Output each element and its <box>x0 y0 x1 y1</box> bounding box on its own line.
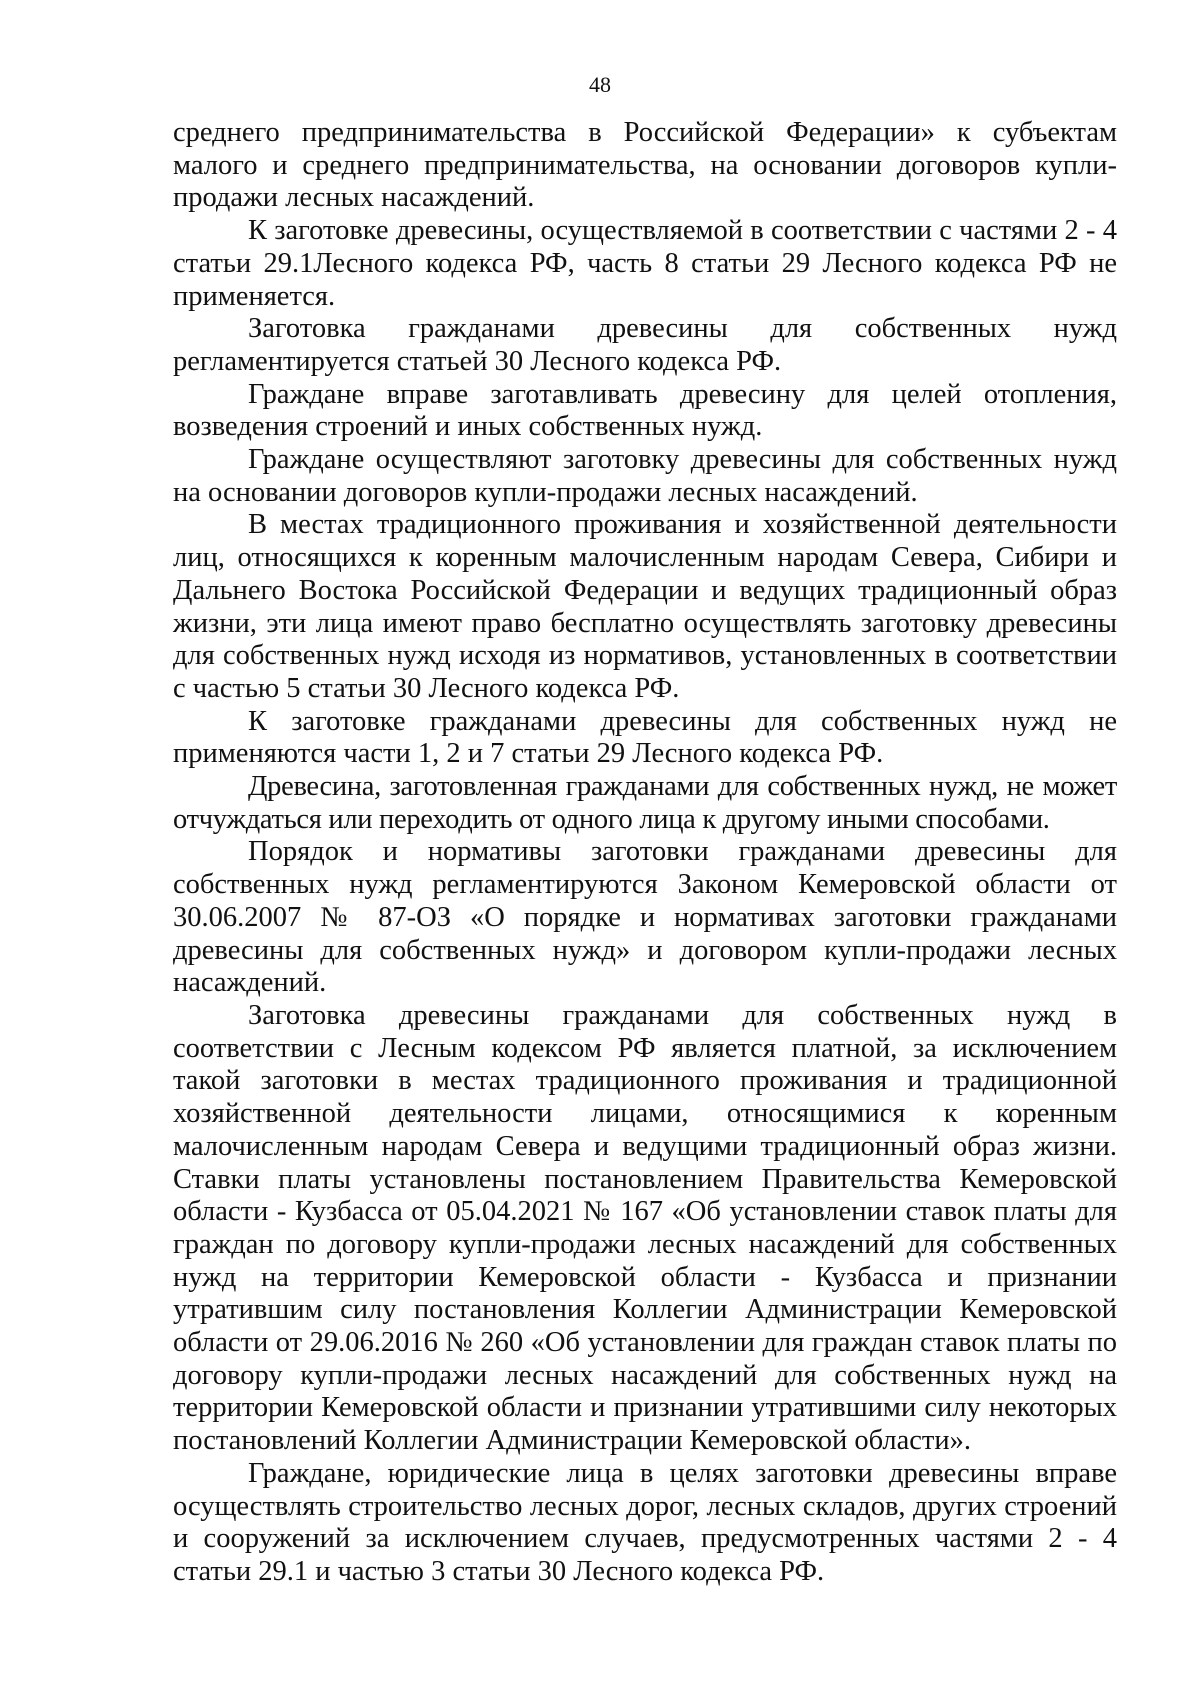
paragraph: К заготовке гражданами древесины для собственных нужд не применяются части 1, 2 и 7 статьи 29 Лесного кодекса РФ. <box>173 705 1117 770</box>
paragraph: Древесина, заготовленная гражданами для собственных нужд, не может отчуждаться или переходить от одного лица к другому иными способами. <box>173 771 1117 835</box>
paragraph: К заготовке древесины, осуществляемой в соответствии с частями 2 - 4 статьи 29.1Лесного кодекса РФ, часть 8 статьи 29 Лесного кодекса РФ не применяется. <box>173 215 1117 312</box>
page-number: 48 <box>589 72 611 97</box>
paragraph-continuation: среднего предпринимательства в Российской Федерации» к субъектам малого и среднего предпринимательства, на основании договоров купли-продажи лесных насаждений. <box>173 117 1117 214</box>
paragraph: Граждане осуществляют заготовку древесины для собственных нужд на основании договоров купли-продажи лесных насаждений. <box>173 444 1117 508</box>
paragraph: В местах традиционного проживания и хозяйственной деятельности лиц, относящихся к коренным малочисленным народам Севера, Сибири и Дальнего Востока Российской Федерации и ведущих традиционный образ жизни, эти лица имеют право бесплатно осуществлять заготовку древесины для собственных нужд исходя из нормативов, установленных в соответствии с частью 5 статьи 30 Лесного кодекса РФ. <box>173 509 1117 704</box>
paragraph: Заготовка древесины гражданами для собственных нужд в соответствии с Лесным кодексом РФ является платной, за исключением такой заготовки в местах традиционного проживания и традиционной хозяйственной деятельности лицами, относящимися к коренным малочисленным народам Севера и ведущими традиционный образ жизни. Ставки платы установлены постановлением Правительства Кемеровской области - Кузбасса от 05.04.2021 № 167 «Об установлении ставок платы для граждан по договору купли-продажи лесных насаждений для собственных нужд на территории Кемеровской области - Кузбасса и признании утратившим силу постановления Коллегии Администрации Кемеровской области от 29.06.2016 № 260 «Об установлении для граждан ставок платы по договору купли-продажи лесных насаждений для собственных нужд на территории Кемеровской области и признании утратившими силу некоторых постановлений Коллегии Администрации Кемеровской области». <box>173 999 1117 1457</box>
document-body <box>173 117 1117 1589</box>
paragraph: Граждане вправе заготавливать древесину для целей отопления, возведения строений и иных собственных нужд. <box>173 378 1117 443</box>
paragraph: Заготовка гражданами древесины для собственных нужд регламентируется статьей 30 Лесного кодекса РФ. <box>173 313 1117 377</box>
paragraph: Порядок и нормативы заготовки гражданами древесины для собственных нужд регламентируются Законом Кемеровской области от 30.06.2007 № 87-ОЗ «О порядке и нормативах заготовки гражданами древесины для собственных нужд» и договором купли-продажи лесных насаждений. <box>173 836 1117 999</box>
paragraph: Граждане, юридические лица в целях заготовки древесины вправе осуществлять строительство лесных дорог, лесных складов, других строений и сооружений за исключением случаев, предусмотренных частями 2 - 4 статьи 29.1 и частью 3 статьи 30 Лесного кодекса РФ. <box>173 1457 1117 1587</box>
